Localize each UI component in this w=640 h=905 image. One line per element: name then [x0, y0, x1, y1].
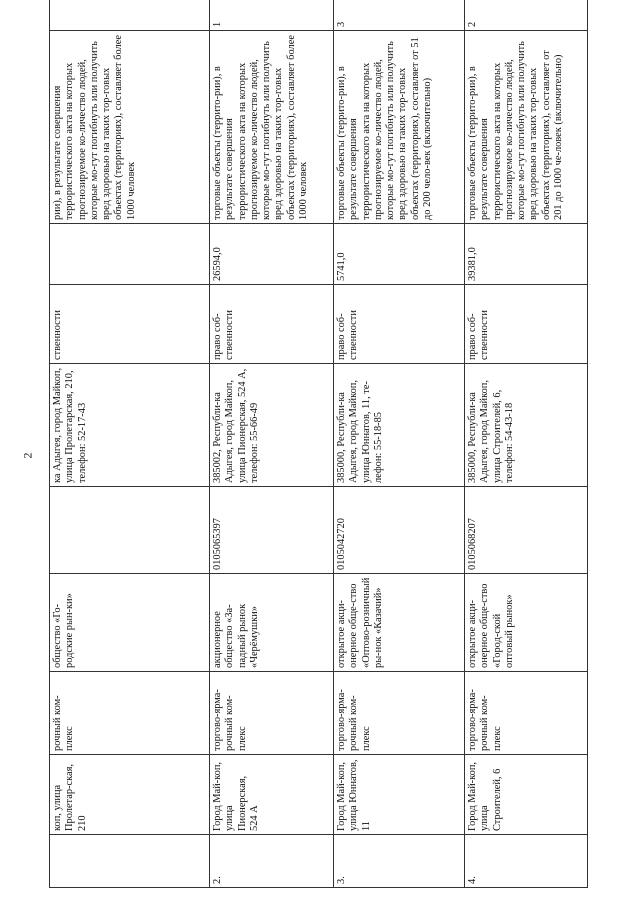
owner-name-cell: открытое акци-онерное обще-ство «Оптово-розничный ры-нок «Казачий» — [334, 574, 465, 672]
owner-contact-cell: 385000, Республи-ка Адыгея, город Майкоп, улица Строителей, 6, телефон: 54-43-18 — [465, 364, 588, 487]
inn-cell: 0105068207 — [465, 487, 588, 574]
object-type-cell: торгово-ярма-рочный ком-плекс — [465, 672, 588, 755]
ownership-right-cell: право соб-ственности — [334, 285, 465, 364]
owner-contact-cell: ка Адыгея, город Майкоп, улица Пролетарская, 210, телефон: 52-17-43 — [50, 364, 210, 487]
address-cell: Город Май-коп, улица Строителей, 6 — [465, 755, 588, 835]
row-number-cell: 2. — [210, 835, 334, 888]
object-type-cell: торгово-ярма-рочный ком-плекс — [210, 672, 334, 755]
owner-name-cell: общество «Го-родские рын-ки» — [50, 574, 210, 672]
table-row — [334, 0, 465, 888]
owner-name-cell: открытое акци-онерное обще-ство «Город-ской оптовый рынок» — [465, 574, 588, 672]
area-cell: 26594,0 — [210, 224, 334, 285]
category-number-cell — [50, 0, 210, 31]
row-number-cell: 3. — [334, 835, 465, 888]
row-number-cell — [50, 835, 210, 888]
table-row — [465, 0, 588, 888]
owner-name-cell: акционерное общество «За-падный рынок «Черёмушки» — [210, 574, 334, 672]
area-cell: 5741,0 — [334, 224, 465, 285]
table-row-partial — [50, 0, 210, 888]
category-number-cell: 3 — [334, 0, 465, 31]
owner-contact-cell: 385002, Республи-ка Адыгея, город Майкоп, улица Пионерская, 524 А, телефон: 55-66-49 — [210, 364, 334, 487]
objects-table — [49, 0, 588, 888]
table-row — [210, 0, 334, 888]
category-number-cell: 2 — [465, 0, 588, 31]
category-description-cell: торговые объекты (террито-рии), в результате совершения террористического акта на которых прогнозируемое ко-личество людей, которые мо-гут погибнуть или получить вред здоровью на таких тор-говых объектах (территориях), составляет от 51 до 200 чело-век (включительно) — [334, 31, 465, 224]
ownership-right-cell: право соб-ственности — [465, 285, 588, 364]
address-cell: коп, улица Пролетар-ская, 210 — [50, 755, 210, 835]
row-number-cell: 4. — [465, 835, 588, 888]
owner-contact-cell: 385000, Республи-ка Адыгея, город Майкоп, улица Юннатов, 11, те-лефон: 55-18-85 — [334, 364, 465, 487]
address-cell: Город Май-коп, улица Юннатов, 11 — [334, 755, 465, 835]
object-type-cell: рочный ком-плекс — [50, 672, 210, 755]
object-type-cell: торгово-ярма-рочный ком-плекс — [334, 672, 465, 755]
area-cell — [50, 224, 210, 285]
ownership-right-cell: право соб-ственности — [210, 285, 334, 364]
inn-cell — [50, 487, 210, 574]
category-number-cell: 1 — [210, 0, 334, 31]
page-number: 2 — [20, 452, 35, 459]
inn-cell: 0105042720 — [334, 487, 465, 574]
rotated-page-content — [49, 21, 587, 888]
inn-cell: 0105065397 — [210, 487, 334, 574]
area-cell: 39381,0 — [465, 224, 588, 285]
category-description-cell: рии), в результате совершения террористического акта на которых прогнозируемое ко-личество людей, которые мо-гут погибнуть или получить вред здоровью на таких тор-говых объектах (территориях), составляет более 1000 человек — [50, 31, 210, 224]
category-description-cell: торговые объекты (террито-рии), в результате совершения террористического акта на которых прогнозируемое ко-личество людей, которые мо-гут погибнуть или получить вред здоровью на таких тор-говых объектах (территориях), составляет более 1000 человек — [210, 31, 334, 224]
address-cell: Город Май-коп, улица Пионерская, 524 А — [210, 755, 334, 835]
category-description-cell: торговые объекты (террито-рии), в результате совершения террористического акта на которых прогнозируемое ко-личество людей, которые мо-гут погибнуть или получить вред здоровью на таких тор-говых объектах (территориях), составляет от 201 до 1000 че-ловек (включительно) — [465, 31, 588, 224]
ownership-right-cell: ственности — [50, 285, 210, 364]
